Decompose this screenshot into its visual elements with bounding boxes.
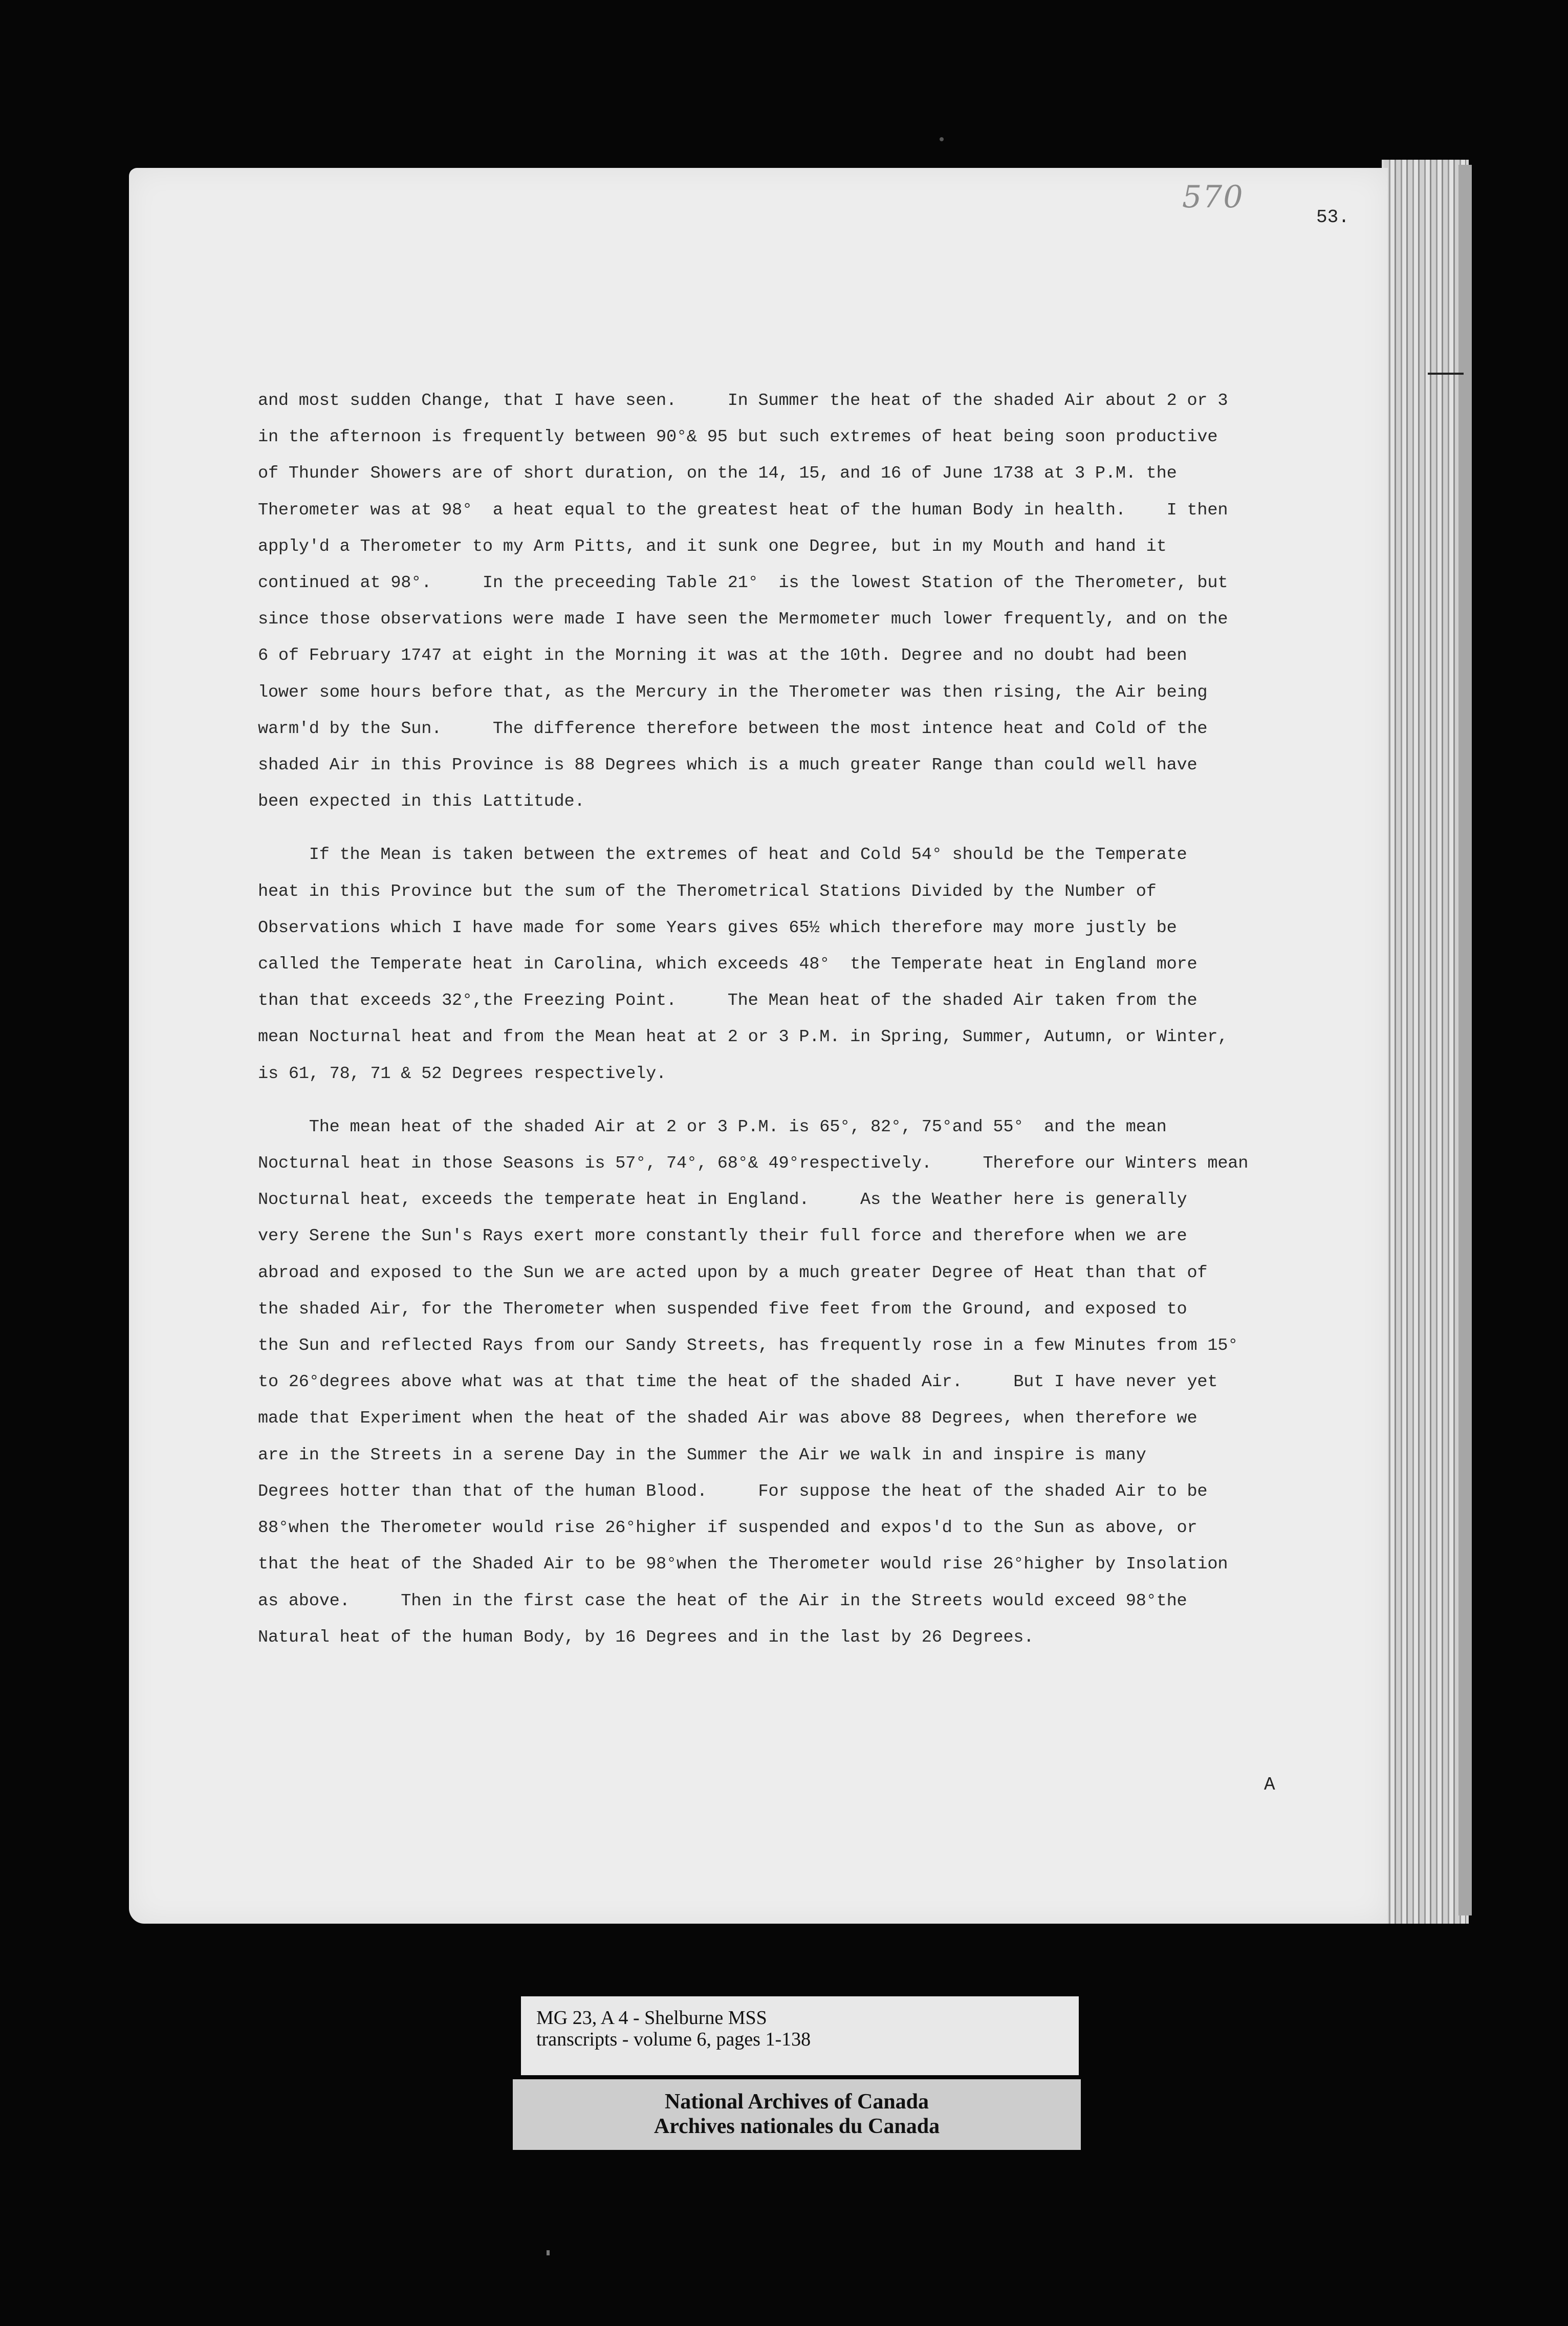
text-line: mean Nocturnal heat and from the Mean heat at 2 or 3 P.M. in Spring, Summer, Autumn, or Winter, [258,1027,1228,1047]
text-line: called the Temperate heat in Carolina, which exceeds 48° the Temperate heat in England more [258,955,1197,975]
text-line: 88°when the Therometer would rise 26°higher if suspended and expos'd to the Sun as above, or [258,1518,1197,1538]
text-line: apply'd a Therometer to my Arm Pitts, and it sunk one Degree, but in my Mouth and hand it [258,536,1167,556]
archive-reference-label [521,1996,1079,2075]
text-line: as above. Then in the first case the heat of the Air in the Streets would exceed 98°the [258,1591,1187,1611]
text-line: since those observations were made I have seen the Mermometer much lower frequently, and on the [258,610,1228,630]
scan-speck [940,137,944,141]
text-line: Nocturnal heat, exceeds the temperate heat in England. As the Weather here is generally [258,1190,1187,1210]
page-number: 53. [1316,207,1349,228]
text-line: been expected in this Lattitude. [258,792,585,812]
text-line: 6 of February 1747 at eight in the Morning it was at the 10th. Degree and no doubt had been [258,646,1187,666]
text-line: of Thunder Showers are of short duration, on the 14, 15, and 16 of June 1738 at 3 P.M. the [258,464,1177,484]
text-line: Natural heat of the human Body, by 16 Degrees and in the last by 26 Degrees. [258,1627,1034,1647]
text-line: heat in this Province but the sum of the Therometrical Stations Divided by the Number of [258,881,1157,901]
archive-fonds-line: MG 23, A 4 - Shelburne MSS [536,2007,767,2029]
text-line: the Sun and reflected Rays from our Sandy Streets, has frequently rose in a few Minutes from 15° [258,1336,1238,1356]
page-body-text [258,383,1333,1656]
text-line: The mean heat of the shaded Air at 2 or 3 P.M. is 65°, 82°, 75°and 55° and the mean [258,1117,1167,1137]
text-line: than that exceeds 32°,the Freezing Point. The Mean heat of the shaded Air taken from the [258,991,1197,1011]
institution-label [513,2079,1081,2150]
paragraph [258,383,1333,820]
text-line: in the afternoon is frequently between 90°& 95 but such extremes of heat being soon productive [258,427,1218,447]
page-stack-shadow [1458,165,1472,1915]
institution-name-french: Archives nationales du Canada [654,2115,940,2138]
institution-name-english: National Archives of Canada [664,2090,929,2114]
paragraph [258,1109,1333,1656]
text-line: are in the Streets in a serene Day in the Summer the Air we walk in and inspire is many [258,1445,1146,1465]
text-line: to 26°degrees above what was at that time the heat of the shaded Air. But I have never yet [258,1372,1218,1392]
paragraph-gap [258,820,1333,837]
archive-volume-line: transcripts - volume 6, pages 1-138 [536,2029,811,2050]
text-line: and most sudden Change, that I have seen. In Summer the heat of the shaded Air about 2 or 3 [258,391,1228,411]
text-line: is 61, 78, 71 & 52 Degrees respectively. [258,1064,667,1084]
paragraph-gap [258,1092,1333,1109]
text-line: If the Mean is taken between the extremes of heat and Cold 54° should be the Temperate [258,845,1187,865]
text-line: abroad and exposed to the Sun we are acted upon by a much greater Degree of Heat than that of [258,1263,1208,1283]
text-line: Therometer was at 98° a heat equal to the greatest heat of the human Body in health. I then [258,500,1228,520]
text-line: continued at 98°. In the preceeding Table 21° is the lowest Station of the Therometer, but [258,573,1228,593]
text-line: Observations which I have made for some Years gives 65½ which therefore may more justly be [258,918,1177,938]
text-line: that the heat of the Shaded Air to be 98°when the Therometer would rise 26°higher by Insolation [258,1555,1228,1575]
text-line: Nocturnal heat in those Seasons is 57°, 74°, 68°& 49°respectively. Therefore our Winters mean [258,1154,1249,1174]
text-line: Degrees hotter than that of the human Blood. For suppose the heat of the shaded Air to be [258,1481,1208,1501]
text-line: shaded Air in this Province is 88 Degrees which is a much greater Range than could well have [258,756,1197,776]
page-stack-edges [1384,160,1466,1924]
paragraph [258,837,1333,1092]
text-line: very Serene the Sun's Rays exert more constantly their full force and therefore when we are [258,1226,1187,1246]
pencil-folio-number: 570 [1182,179,1244,215]
text-line: lower some hours before that, as the Mercury in the Therometer was then rising, the Air being [258,682,1208,702]
text-line: the shaded Air, for the Therometer when suspended five feet from the Ground, and exposed to [258,1299,1187,1319]
catchword: A [1264,1774,1275,1795]
scan-speck [547,2250,550,2255]
text-line: made that Experiment when the heat of the shaded Air was above 88 Degrees, when therefore we [258,1409,1197,1429]
page-tab-mark [1428,373,1464,375]
text-line: warm'd by the Sun. The difference therefore between the most intence heat and Cold of the [258,719,1208,739]
